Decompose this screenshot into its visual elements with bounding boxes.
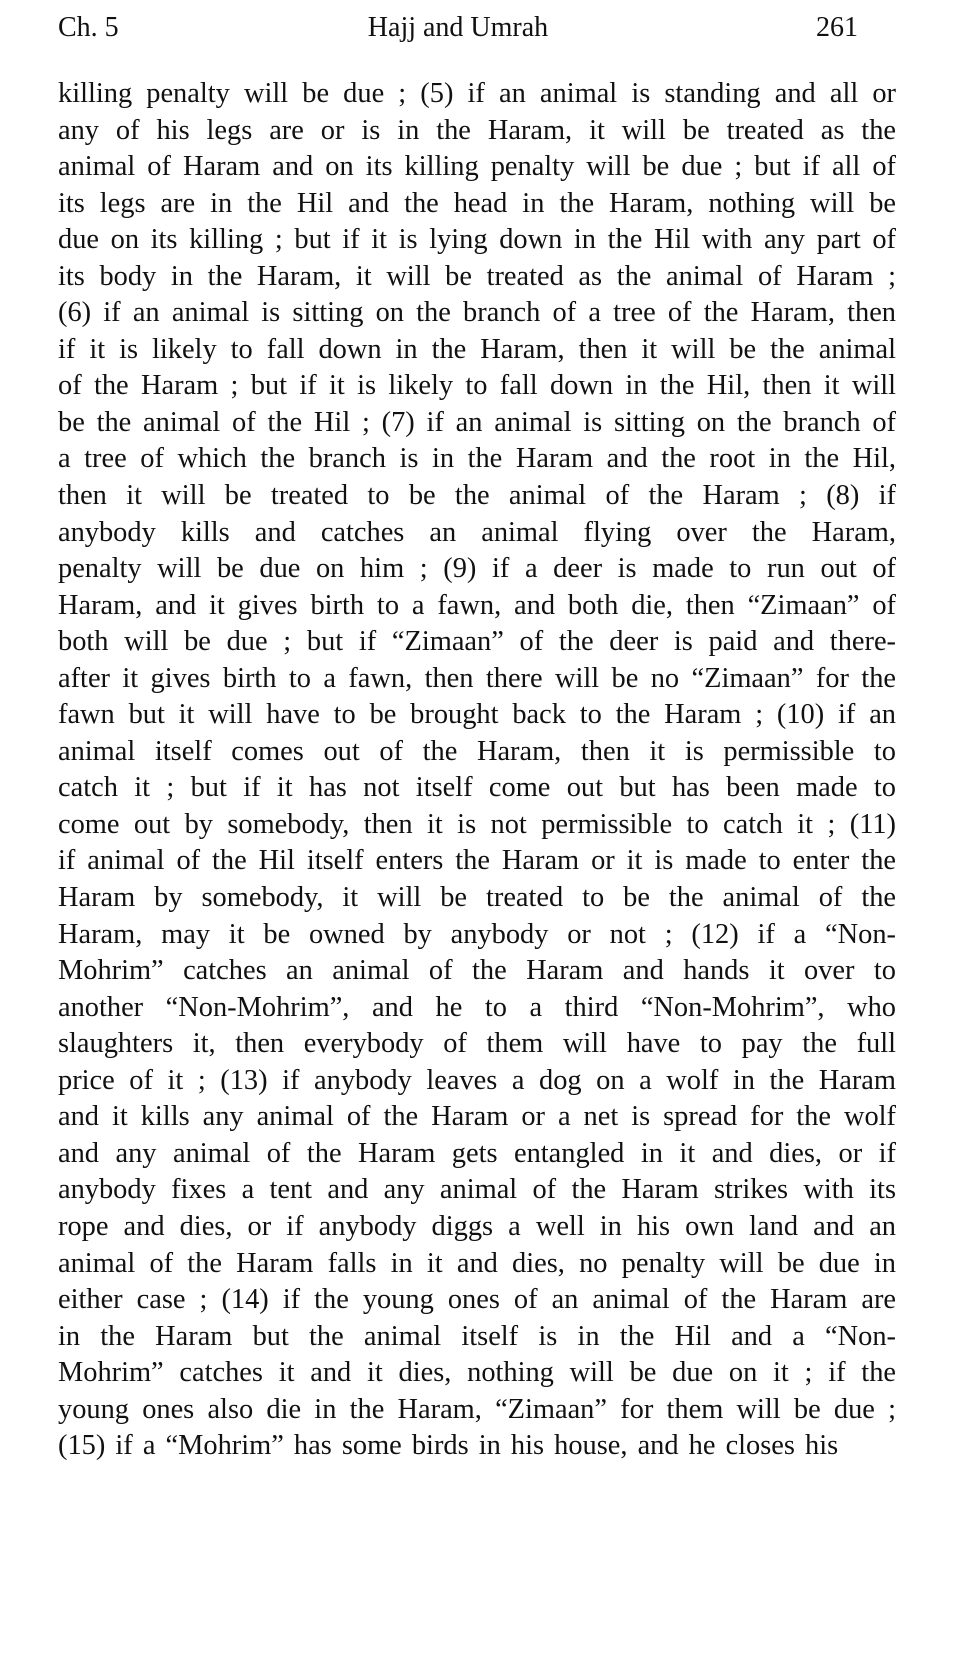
running-head-title: Hajj and Umrah	[367, 12, 549, 43]
text-line: due on its killing ; but if it is lying down in the Hil with any part of	[58, 224, 896, 256]
running-head-chapter: Ch. 5	[58, 12, 119, 43]
body-paragraph	[58, 76, 896, 1465]
text-line: if it is likely to fall down in the Haram, then it will be the animal	[58, 333, 896, 365]
text-line: Haram, may it be owned by anybody or not ; (12) if a “Non-	[58, 918, 896, 950]
text-line: anybody fixes a tent and any animal of the Haram strikes with its	[58, 1174, 896, 1206]
text-line: then it will be treated to be the animal of the Haram ; (8) if	[58, 480, 896, 512]
text-line: and it kills any animal of the Haram or a net is spread for the wolf	[58, 1101, 896, 1133]
text-line: its legs are in the Hil and the head in the Haram, nothing will be	[58, 187, 896, 219]
text-line: of the Haram ; but if it is likely to fall down in the Hil, then it will	[58, 370, 896, 402]
text-line: animal itself comes out of the Haram, then it is permissible to	[58, 735, 896, 767]
text-line: price of it ; (13) if anybody leaves a dog on a wolf in the Haram	[58, 1064, 896, 1096]
text-line: either case ; (14) if the young ones of an animal of the Haram are	[58, 1284, 896, 1316]
text-line: Mohrim” catches it and it dies, nothing will be due on it ; if the	[58, 1357, 896, 1389]
text-line: both will be due ; but if “Zimaan” of the deer is paid and there-	[58, 626, 896, 658]
text-line: be the animal of the Hil ; (7) if an animal is sitting on the branch of	[58, 406, 896, 438]
text-line: (6) if an animal is sitting on the branch of a tree of the Haram, then	[58, 297, 896, 329]
page-number: 261	[816, 12, 858, 43]
text-line: (15) if a “Mohrim” has some birds in his house, and he closes his	[58, 1430, 839, 1462]
text-line: Haram, and it gives birth to a fawn, and both die, then “Zimaan” of	[58, 589, 896, 621]
text-line: catch it ; but if it has not itself come out but has been made to	[58, 772, 896, 804]
text-line: Mohrim” catches an animal of the Haram and hands it over to	[58, 955, 896, 987]
text-line: if animal of the Hil itself enters the Haram or it is made to enter the	[58, 845, 896, 877]
text-line: in the Haram but the animal itself is in the Hil and a “Non-	[58, 1320, 896, 1352]
text-line: after it gives birth to a fawn, then there will be no “Zimaan” for the	[58, 662, 896, 694]
text-line: its body in the Haram, it will be treated as the animal of Haram ;	[58, 260, 896, 292]
text-line: and any animal of the Haram gets entangled in it and dies, or if	[58, 1137, 896, 1169]
text-line: young ones also die in the Haram, “Zimaan” for them will be due ;	[58, 1393, 896, 1425]
text-line: animal of Haram and on its killing penalty will be due ; but if all of	[58, 151, 896, 183]
text-line: rope and dies, or if anybody diggs a well in his own land and an	[58, 1210, 896, 1242]
text-line: anybody kills and catches an animal flying over the Haram,	[58, 516, 896, 548]
text-line: another “Non-Mohrim”, and he to a third “Non-Mohrim”, who	[58, 991, 896, 1023]
text-line: any of his legs are or is in the Haram, it will be treated as the	[58, 114, 896, 146]
text-line: fawn but it will have to be brought back to the Haram ; (10) if an	[58, 699, 896, 731]
text-line: come out by somebody, then it is not permissible to catch it ; (11)	[58, 808, 896, 840]
text-line: Haram by somebody, it will be treated to be the animal of the	[58, 882, 896, 914]
text-line: a tree of which the branch is in the Haram and the root in the Hil,	[58, 443, 896, 475]
text-line: killing penalty will be due ; (5) if an animal is standing and all or	[58, 78, 896, 109]
text-line: animal of the Haram falls in it and dies, no penalty will be due in	[58, 1247, 896, 1279]
running-head	[58, 8, 858, 48]
text-line: penalty will be due on him ; (9) if a deer is made to run out of	[58, 553, 896, 585]
text-line: slaughters it, then everybody of them will have to pay the full	[58, 1028, 896, 1060]
